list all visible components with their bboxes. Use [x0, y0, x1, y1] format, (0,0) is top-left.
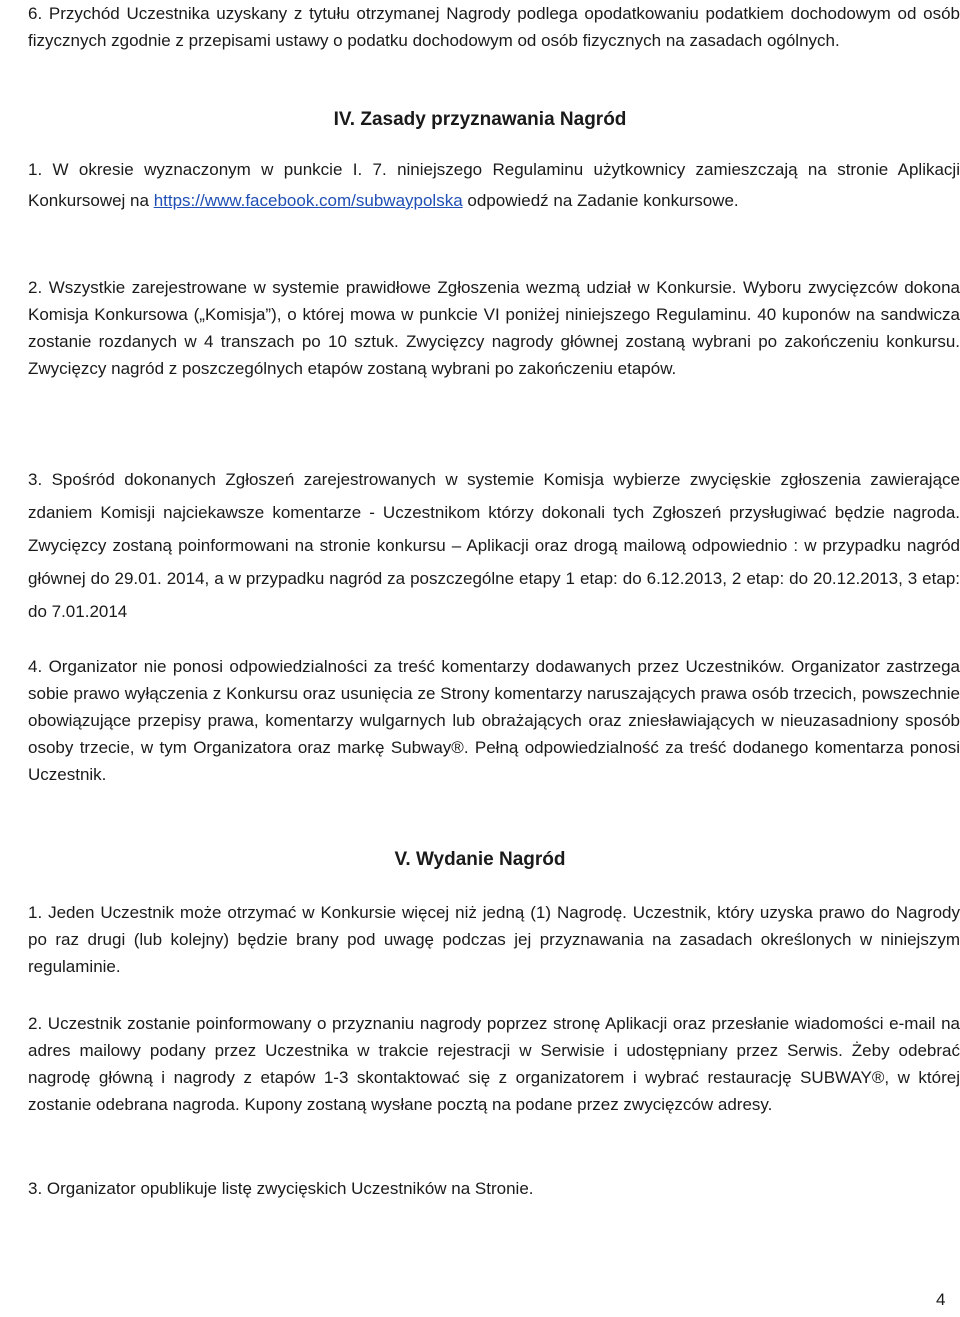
section-heading-iv: IV. Zasady przyznawania Nagród	[333, 109, 627, 130]
paragraph-iv-3: 3. Spośród dokonanych Zgłoszeń zarejestrowanych w systemie Komisja wybierze zwycięskie zgłoszenia zawierające zdaniem Komisji najciekawsze komentarze - Uczestnikom którzy dokonali tych Zgłoszeń przysługiwać będzie nagroda. Zwycięzcy zostaną poinformowani na stronie konkursu – Aplikacji oraz drogą mailową odpowiednio : w przypadku nagród głównej do 29.01. 2014, a w przypadku nagród za poszczególne etapy 1 etap: do 6.12.2013, 2 etap: do 20.12.2013, 3 etap: do 7.01.2014	[28, 470, 960, 621]
paragraph-iv-1-text-end: odpowiedź na Zadanie konkursowe.	[462, 191, 739, 210]
paragraph-v-3: 3. Organizator opublikuje listę zwycięskich Uczestników na Stronie.	[28, 1179, 534, 1198]
section-heading-v: V. Wydanie Nagród	[394, 849, 566, 870]
paragraph-iii-6: 6. Przychód Uczestnika uzyskany z tytułu otrzymanej Nagrody podlega opodatkowaniu podatkiem dochodowym od osób fizycznych zgodnie z przepisami ustawy o podatku dochodowym od osób fizycznych na zasadach ogólnych.	[28, 4, 960, 50]
paragraph-iv-2: 2. Wszystkie zarejestrowane w systemie prawidłowe Zgłoszenia wezmą udział w Konkursie. Wyboru zwycięzców dokona Komisja Konkursowa („Komisja”), o której mowa w punkcie VI poniżej niniejszego Regulaminu. 40 kuponów na sandwicza zostanie rozdanych w 4 transzach po 10 sztuk. Zwycięzcy nagrody głównej zostaną wybrani po zakończeniu konkursu. Zwycięzcy nagród z poszczególnych etapów zostaną wybrani po zakończeniu etapów.	[28, 278, 960, 378]
paragraph-iv-1-text-start: 1. W okresie wyznaczonym w punkcie I. 7. niniejszego Regulaminu użytkownicy zamieszczają na stronie Aplikacji Konkursowej na	[28, 160, 960, 210]
page-number: 4	[936, 1290, 946, 1309]
paragraph-iv-4: 4. Organizator nie ponosi odpowiedzialności za treść komentarzy dodawanych przez Uczestników. Organizator zastrzega sobie prawo wyłączenia z Konkursu oraz usunięcia ze Strony komentarzy naruszających prawa osób trzecich, powszechnie obowiązujące przepisy prawa, komentarzy wulgarnych lub obrażających oraz zniesławiających w nieuzasadniony sposób osoby trzecie, w tym Organizatora oraz markę Subway®. Pełną odpowiedzialność za treść dodanego komentarza ponosi Uczestnik.	[28, 657, 960, 784]
paragraph-v-1: 1. Jeden Uczestnik może otrzymać w Konkursie więcej niż jedną (1) Nagrodę. Uczestnik, który uzyska prawo do Nagrody po raz drugi (lub kolejny) będzie brany pod uwagę podczas jej przyznawania na zasadach określonych w niniejszym regulaminie.	[28, 903, 960, 976]
paragraph-iv-1	[28, 154, 960, 216]
paragraph-v-2: 2. Uczestnik zostanie poinformowany o przyznaniu nagrody poprzez stronę Aplikacji oraz przesłanie wiadomości e-mail na adres mailowy podany przez Uczestnika w trakcie rejestracji w Serwisie i udostępniany przez Serwis. Żeby odebrać nagrodę główną i nagrody z etapów 1-3 skontaktować się z organizatorem i wybrać restaurację SUBWAY®, w której zostanie odebrana nagroda. Kupony zostaną wysłane pocztą na podane przez zwycięzców adresy.	[28, 1014, 960, 1114]
facebook-link[interactable]: https://www.facebook.com/subwaypolska	[153, 191, 463, 210]
